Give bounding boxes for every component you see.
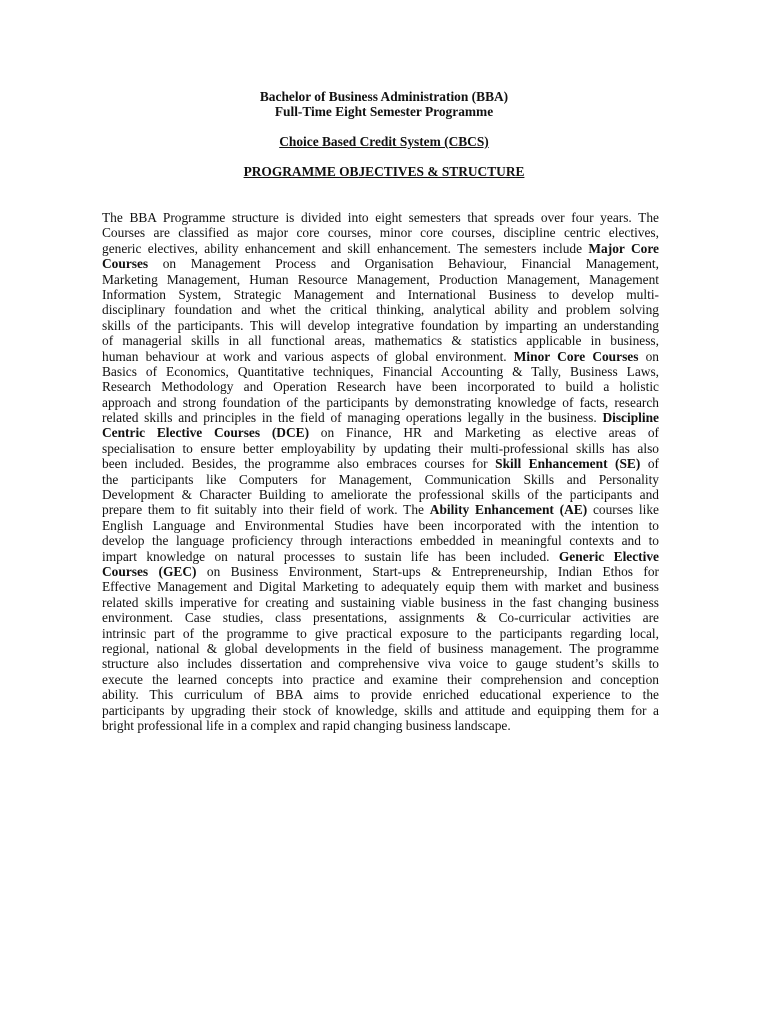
text: disciplinary foundation and whet the critical thinking, analytical ability and problem solving [102,302,659,318]
paragraph-line [102,302,659,317]
text: human behaviour at work and various aspects of global environment. [102,348,514,364]
text: structure also includes dissertation and comprehensive viva voice to gauge student’s skills to [102,656,659,672]
text: Basics of Economics, Quantitative techniques, Financial Accounting & Tally, Business Laws, [102,363,659,379]
text: on [638,348,659,364]
bold-text: Ability Enhancement (AE) [429,502,588,518]
text: participants by upgrading their stock of knowledge, skills and attitude and equipping them for a [102,702,659,718]
paragraph-line [102,456,659,471]
text: on Management Process and Organisation Behaviour, Financial Management, [148,256,659,272]
paragraph-line [102,579,659,594]
paragraph-line [102,349,659,364]
paragraph-line [102,272,659,287]
paragraph-line [102,518,659,533]
text: related skills imperative for creating and sustaining viable business in the fast changing business [102,594,659,610]
text: intrinsic part of the programme to give practical exposure to the participants regarding local, [102,625,659,641]
paragraph-line [102,472,659,487]
text: of managerial skills in all functional areas, mathematics & statistics applicable in business, [102,333,659,349]
text: Information System, Strategic Management and International Business to develop multi- [102,286,659,302]
text: Research Methodology and Operation Research have been incorporated to build a holistic [102,379,659,395]
system-heading-wrap [0,134,768,149]
paragraph-line [102,626,659,641]
paragraph-line [102,533,659,548]
text: develop the language proficiency through interactions embedded in meaningful contexts and to [102,533,659,549]
paragraph-line [102,610,659,625]
bold-text: Centric Elective Courses (DCE) [102,425,310,441]
text: approach and strong foundation of the participants by demonstrating knowledge of facts, research [102,394,659,410]
text: on Finance, HR and Marketing as elective areas of [309,425,659,441]
text: English Language and Environmental Studies have been incorporated with the intention to [102,517,659,533]
paragraph-line [102,502,659,517]
document-subtitle: Full-Time Eight Semester Programme [274,104,494,119]
text: generic electives, ability enhancement and skill enhancement. The semesters include [102,240,589,256]
paragraph-line [102,241,659,256]
paragraph-line [102,718,659,733]
text: regional, national & global developments in the field of business management. The programme [102,640,659,656]
text: specialisation to ensure better employability by updating their multi-professional skills has also [102,440,659,456]
text: ability. This curriculum of BBA aims to provide enriched educational experience to the [102,687,659,703]
paragraph-line [102,364,659,379]
bold-text: Courses [102,256,149,272]
text: skills of the participants. This will develop integrative foundation by imparting an understanding [102,317,659,333]
paragraph-line [102,564,659,579]
text: environment. Case studies, class presentations, assignments & Co-curricular activities are [102,610,659,626]
paragraph-line [102,641,659,656]
paragraph-line [102,256,659,271]
text: impart knowledge on natural processes to sustain life has been included. [102,548,559,564]
paragraph-line [102,656,659,671]
paragraph-line [102,687,659,702]
bold-text: Generic Elective [558,548,659,564]
paragraph-line [102,425,659,440]
text: The BBA Programme structure is divided into eight semesters that spreads over four years. The [102,210,659,225]
bold-text: Courses (GEC) [102,563,197,579]
paragraph-line [102,549,659,564]
paragraph-line [102,487,659,502]
system-heading: Choice Based Credit System (CBCS) [279,134,489,149]
text: bright professional life in a complex and rapid changing business landscape. [102,717,511,733]
text: Marketing Management, Human Resource Management, Production Management, Management [102,271,659,287]
text: related skills and principles in the field of managing operations legally in the business. [102,410,603,426]
bold-text: Minor Core Courses [513,348,639,364]
section-heading-wrap [0,164,768,179]
paragraph-line [102,318,659,333]
document-title: Bachelor of Business Administration (BBA) [259,89,509,104]
paragraph-line [102,703,659,718]
text: been included. Besides, the programme also embraces courses for [102,456,496,472]
section-heading: PROGRAMME OBJECTIVES & STRUCTURE [243,164,525,179]
paragraph-line [102,210,659,225]
text: of [640,456,659,472]
paragraph-line [102,672,659,687]
paragraph-line [102,410,659,425]
text: prepare them to fit suitably into their field of work. The [102,502,430,518]
bold-text: Discipline [602,410,659,426]
text: Development & Character Building to ameliorate the professional skills of the participants and [102,487,659,503]
body-paragraph [102,210,659,733]
paragraph-line [102,287,659,302]
paragraph-line [102,225,659,240]
text: execute the learned concepts into practice and examine their comprehension and conception [102,671,659,687]
text: the participants like Computers for Management, Communication Skills and Personality [102,471,659,487]
text: Courses are classified as major core courses, minor core courses, discipline centric electives, [102,225,659,241]
paragraph-line [102,333,659,348]
paragraph-line [102,595,659,610]
text: Effective Management and Digital Marketing to adequately equip them with market and business [102,579,659,595]
text: on Business Environment, Start-ups & Entrepreneurship, Indian Ethos for [196,563,659,579]
paragraph-line [102,379,659,394]
bold-text: Skill Enhancement (SE) [495,456,641,472]
text: courses like [587,502,659,518]
paragraph-line [102,441,659,456]
paragraph-line [102,395,659,410]
bold-text: Major Core [588,240,659,256]
